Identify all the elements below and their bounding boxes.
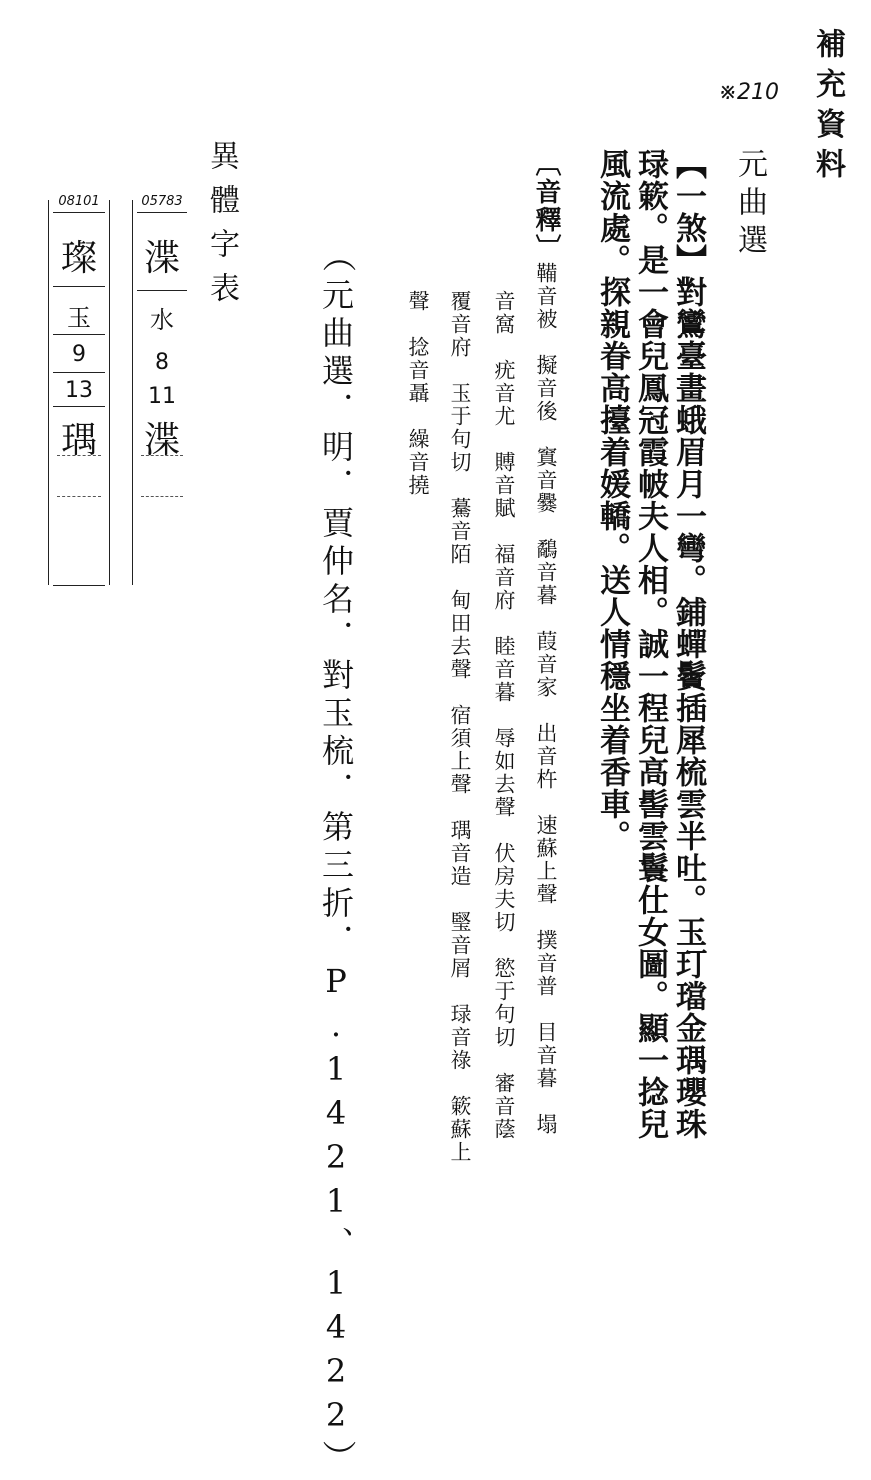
notes-line-4: 聲 捻音聶 繰音撓 <box>406 290 430 497</box>
page-title: 補充資料 <box>810 28 845 188</box>
source-pages: P.1421、1422 <box>317 962 355 1440</box>
source-citation <box>312 238 361 1480</box>
variant-column-2 <box>132 194 191 585</box>
variant-radical: 水 <box>150 306 174 334</box>
variant-form: 渫 <box>143 420 180 461</box>
notes-line-1-text: 鞴音被 擬音後 窴音爨 鷸音暮 葭音家 出音杵 速蘇上聲 撲音普 目音暮 塌 <box>534 262 558 1136</box>
verse-line-1: 【一煞】對鸞臺畫蛾眉月一彎。鋪蟬鬢插犀梳雲半吐。玉玎璫金㻦瓔珠 <box>670 148 706 1140</box>
variant-stroke-a: 9 <box>72 342 86 367</box>
book-title: 元曲選 <box>732 148 767 262</box>
variant-code: 08101 <box>58 194 100 209</box>
notes-line-2: 音窩 疣音尤 賻音賦 福音府 睦音暮 辱如去聲 伏房夫切 慾于句切 審音蔭 <box>492 290 516 1141</box>
source-close-paren: ） <box>316 1440 356 1480</box>
notes-line-3: 覆音府 玉于句切 驀音陌 甸田去聲 宿須上聲 㻦音造 㻨音屑 琭音祿 簌蘇上 <box>448 290 472 1164</box>
reference-number: ※210 <box>718 80 779 105</box>
variant-table-title: 異體字表 <box>204 140 239 316</box>
source-text: 元曲選．明．賈仲名．對玉梳．第三折． <box>317 278 355 962</box>
variant-form: 㻦 <box>60 420 97 461</box>
variant-stroke-b: 11 <box>148 384 176 409</box>
variant-char: 渫 <box>143 238 180 279</box>
variant-radical: 玉 <box>67 304 91 332</box>
variant-code: 05783 <box>141 194 183 209</box>
verse-line-3: 風流處。探親眷高擡着媛轎。送人情穩坐着香車。 <box>594 148 630 852</box>
variant-char: 璨 <box>60 238 97 279</box>
variant-column-1 <box>48 194 110 585</box>
source-open-paren: （ <box>316 238 356 278</box>
notes-line-1 <box>528 150 565 1136</box>
variant-stroke-a: 8 <box>155 350 169 375</box>
notes-label: 〔音釋〕 <box>531 150 561 262</box>
verse-line-2: 琭簌。是一會兒鳳冠霞帔夫人相。誠一程兒高髻雲鬟仕女圖。顯一捻兒 <box>632 148 668 1140</box>
variant-stroke-b: 13 <box>65 378 93 403</box>
